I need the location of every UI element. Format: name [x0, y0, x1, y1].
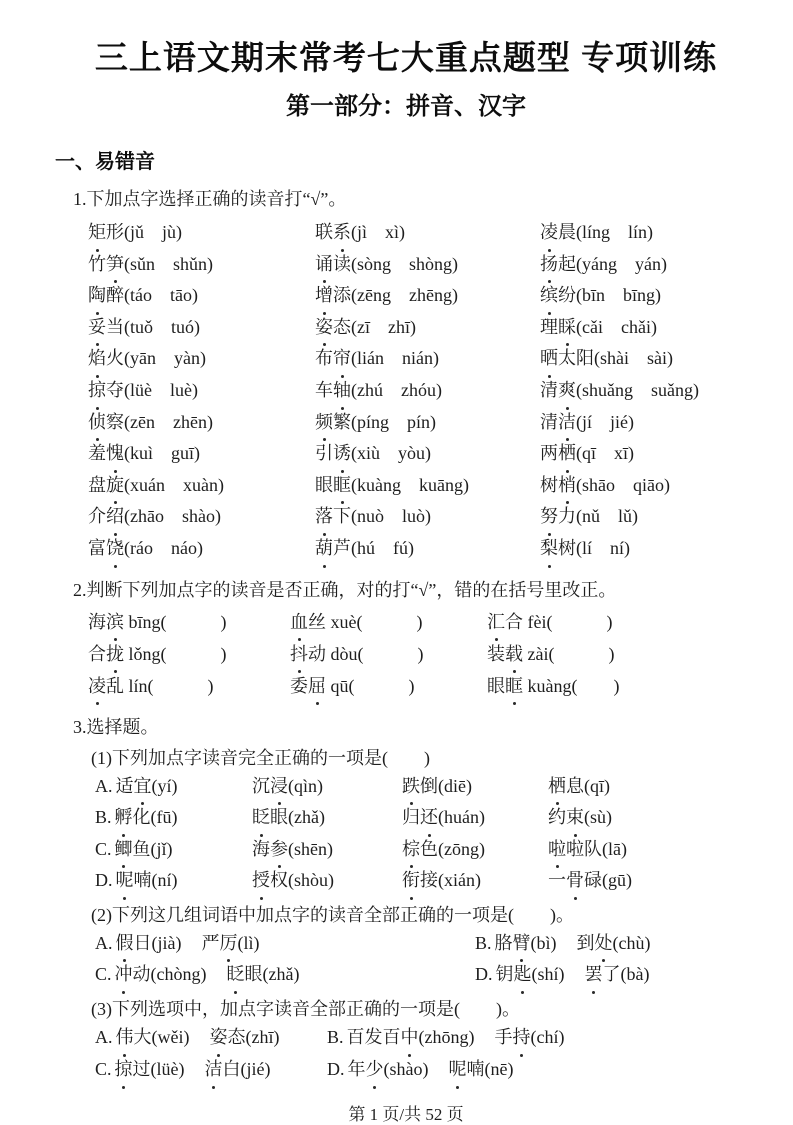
word-entry: 妥当(tuǒ tuó) [88, 312, 315, 344]
question-3-prompt: 3.选择题。 [73, 716, 159, 737]
word-entry: 扬起(yáng yán) [540, 249, 757, 281]
dotted-char: 血 [290, 606, 308, 638]
option-row [95, 959, 757, 991]
dotted-char: 匙 [514, 959, 532, 991]
option-label: C. [95, 838, 112, 859]
dotted-char: 呢 [448, 1054, 466, 1086]
question-2-prompt: 2.判断下列加点字的读音是否正确，对的打“√”，错的在括号里改正。 [73, 579, 617, 600]
part-subtitle: 第一部分：拼音、汉字 [286, 93, 526, 120]
word-entry: 清洁(jí jié) [540, 407, 757, 439]
dotted-char: 诱 [333, 438, 351, 470]
option-row [95, 1022, 757, 1054]
dotted-char: 愧 [106, 438, 124, 470]
dotted-char: 频 [315, 407, 333, 439]
dotted-char: 葫 [315, 533, 333, 565]
dotted-char: 呢 [116, 865, 134, 897]
word-entry: 介绍(zhāo shào) [88, 501, 315, 533]
option-item: 棕色(zōng) [402, 834, 548, 866]
option-label: D. [475, 964, 493, 985]
word-entry: 梨树(lí ní) [540, 533, 757, 565]
word-row [88, 343, 757, 375]
option-label: B. [475, 932, 492, 953]
dotted-char: 还 [420, 802, 438, 834]
option-item: 归还(huán) [402, 802, 548, 834]
word-entry: 矩形(jǔ jù) [88, 217, 315, 249]
option-label: B. [95, 807, 112, 828]
word-row [88, 533, 757, 565]
option-item: C. 鲫鱼(jǐ) [95, 834, 252, 866]
section-heading: 一、易错音 [55, 151, 155, 173]
word-entry: 陶醉(táo tāo) [88, 280, 315, 312]
dotted-char: 啦 [548, 834, 566, 866]
dotted-char: 罢 [585, 959, 603, 991]
option-group: D. 年少(shào) 呢喃(nē) [327, 1054, 757, 1086]
dotted-char: 束 [566, 802, 584, 834]
word-row [88, 280, 757, 312]
dotted-char: 骨 [566, 865, 584, 897]
dotted-char: 陶 [88, 280, 106, 312]
dotted-char: 眨 [252, 802, 270, 834]
dotted-char: 努 [540, 501, 558, 533]
dotted-char: 鲫 [115, 834, 133, 866]
dotted-char: 臂 [513, 928, 531, 960]
dotted-char: 增 [315, 280, 333, 312]
word-entry: 车轴(zhú zhóu) [315, 375, 540, 407]
option-item: 啦啦队(lā) [548, 834, 757, 866]
option-row [95, 834, 757, 866]
word-entry: 眼眶 kuàng( ) [487, 670, 757, 702]
word-entry: 两栖(qī xī) [540, 438, 757, 470]
word-row [88, 438, 757, 470]
option-label: C. [95, 1058, 112, 1079]
word-entry: 诵读(sòng shòng) [315, 249, 540, 281]
word-entry: 凌乱 lín( ) [88, 670, 290, 702]
word-entry: 联系(jì xì) [315, 217, 540, 249]
dotted-char: 处 [595, 928, 613, 960]
dotted-char: 宜 [134, 771, 152, 803]
word-entry: 清爽(shuǎng suǎng) [540, 375, 757, 407]
option-item: 授权(shòu) [252, 865, 402, 897]
option-item: D. 呢喃(ní) [95, 865, 252, 897]
dotted-char: 落 [315, 501, 333, 533]
word-entry: 努力(nǔ lǔ) [540, 501, 757, 533]
dotted-char: 梨 [540, 533, 558, 565]
word-entry: 血丝 xuè( ) [290, 606, 487, 638]
word-row [88, 217, 757, 249]
option-label: A. [95, 775, 113, 796]
option-item: 衔接(xián) [402, 865, 548, 897]
word-entry: 羞愧(kuì guī) [88, 438, 315, 470]
dotted-char: 浸 [270, 771, 288, 803]
word-entry: 抖动 dòu( ) [290, 638, 487, 670]
option-item: 跌倒(diē) [402, 771, 548, 803]
question-3-3-options [55, 1022, 757, 1086]
dotted-char: 屈 [308, 670, 326, 702]
dotted-char: 姿 [209, 1022, 227, 1054]
dotted-char: 眨 [227, 959, 245, 991]
option-group: C. 掠过(lüè) 洁白(jié) [95, 1054, 327, 1086]
question-2-word-grid [88, 606, 757, 702]
dotted-char: 洁 [205, 1054, 223, 1086]
dotted-char: 参 [270, 834, 288, 866]
dotted-char: 拢 [106, 638, 124, 670]
option-item: 眨眼(zhǎ) [252, 802, 402, 834]
dotted-char: 妥 [88, 312, 106, 344]
word-row [88, 606, 757, 638]
dotted-char: 衔 [402, 865, 420, 897]
dotted-char: 载 [505, 638, 523, 670]
dotted-char: 系 [333, 217, 351, 249]
option-label: D. [95, 870, 113, 891]
word-entry: 凌晨(líng lín) [540, 217, 757, 249]
dotted-char: 冲 [115, 959, 133, 991]
option-group: B. 百发百中(zhōng) 手持(chí) [327, 1022, 757, 1054]
dotted-char: 滨 [106, 606, 124, 638]
question-3-1-prompt: (1)下列加点字读音完全正确的一项是( ) [91, 747, 430, 768]
word-row [88, 312, 757, 344]
dotted-char: 绍 [106, 501, 124, 533]
dotted-char: 晒 [540, 343, 558, 375]
dotted-char: 孵 [115, 802, 133, 834]
word-entry: 缤纷(bīn bīng) [540, 280, 757, 312]
dotted-char: 姿 [315, 312, 333, 344]
word-entry: 葫芦(hú fú) [315, 533, 540, 565]
word-row [88, 407, 757, 439]
option-item: 约束(sù) [548, 802, 757, 834]
option-group: A. 伟大(wěi) 姿态(zhī) [95, 1022, 327, 1054]
dotted-char: 缤 [540, 280, 558, 312]
question-1-prompt: 1.下加点字选择正确的读音打“√”。 [73, 189, 347, 209]
page-number-indicator: 第 1 页/共 52 页 [348, 1104, 464, 1124]
dotted-char: 授 [252, 865, 270, 897]
dotted-char: 抖 [290, 638, 308, 670]
dotted-char: 帘 [333, 343, 351, 375]
dotted-char: 厉 [219, 928, 237, 960]
dotted-char: 洁 [558, 407, 576, 439]
option-group: D. 钥匙(shí) 罢了(bà) [475, 959, 757, 991]
dotted-char: 焰 [88, 343, 106, 375]
option-label: D. [327, 1058, 345, 1079]
word-entry: 海滨 bīng( ) [88, 606, 290, 638]
dotted-char: 旋 [106, 470, 124, 502]
dotted-char: 伟 [116, 1022, 134, 1054]
dotted-char: 栖 [548, 771, 566, 803]
word-entry: 布帘(lián nián) [315, 343, 540, 375]
dotted-char: 掠 [115, 1054, 133, 1086]
dotted-char: 眶 [333, 470, 351, 502]
word-entry: 晒太阳(shài sài) [540, 343, 757, 375]
option-row [95, 771, 757, 803]
word-entry: 树梢(shāo qiāo) [540, 470, 757, 502]
word-entry: 盘旋(xuán xuàn) [88, 470, 315, 502]
dotted-char: 笋 [106, 249, 124, 281]
option-row [95, 1054, 757, 1086]
dotted-char: 凌 [540, 217, 558, 249]
word-row [88, 670, 757, 702]
dotted-char: 轴 [333, 375, 351, 407]
word-entry: 眼眶(kuàng kuāng) [315, 470, 540, 502]
dotted-char: 饶 [106, 533, 124, 565]
dotted-char: 栖 [558, 438, 576, 470]
word-entry: 掠夺(lüè luè) [88, 375, 315, 407]
word-entry: 理睬(cǎi chǎi) [540, 312, 757, 344]
word-entry: 汇合 fèi( ) [487, 606, 757, 638]
page-title: 三上语文期末常考七大重点题型 专项训练 [94, 39, 718, 76]
dotted-char: 中 [401, 1022, 419, 1054]
dotted-char: 棕 [402, 834, 420, 866]
option-item: 海参(shēn) [252, 834, 402, 866]
word-entry: 焰火(yān yàn) [88, 343, 315, 375]
question-1-word-grid [88, 217, 757, 565]
option-item: 栖息(qī) [548, 771, 757, 803]
word-row [88, 501, 757, 533]
option-row [95, 865, 757, 897]
word-entry: 侦察(zēn zhēn) [88, 407, 315, 439]
word-row [88, 638, 757, 670]
dotted-char: 爽 [558, 375, 576, 407]
word-entry: 委屈 qū( ) [290, 670, 487, 702]
dotted-char: 少 [366, 1054, 384, 1086]
option-row [95, 802, 757, 834]
dotted-char: 眶 [505, 670, 523, 702]
word-row [88, 470, 757, 502]
option-row [95, 928, 757, 960]
option-label: A. [95, 1027, 113, 1048]
dotted-char: 跌 [402, 771, 420, 803]
question-3-2-prompt: (2)下列这几组词语中加点字的读音全部正确的一项是( )。 [91, 904, 574, 925]
dotted-char: 梢 [558, 470, 576, 502]
word-entry: 合拢 lǒng( ) [88, 638, 290, 670]
word-entry: 富饶(ráo náo) [88, 533, 315, 565]
question-3-3-prompt: (3)下列选项中，加点字读音全部正确的一项是( )。 [91, 999, 520, 1020]
dotted-char: 扬 [540, 249, 558, 281]
word-entry: 姿态(zī zhī) [315, 312, 540, 344]
option-label: B. [327, 1027, 344, 1048]
option-item: 一骨碌(gū) [548, 865, 757, 897]
question-3-1-options [55, 771, 757, 897]
word-row [88, 375, 757, 407]
dotted-char: 持 [513, 1022, 531, 1054]
word-entry: 增添(zēng zhēng) [315, 280, 540, 312]
option-group: B. 胳臂(bì) 到处(chù) [475, 928, 757, 960]
option-item: B. 孵化(fū) [95, 802, 252, 834]
option-label: A. [95, 932, 113, 953]
question-3-2-options [55, 928, 757, 992]
dotted-char: 睬 [558, 312, 576, 344]
option-item: A. 适宜(yí) [95, 771, 252, 803]
option-group: C. 冲动(chòng) 眨眼(zhǎ) [95, 959, 475, 991]
word-entry: 竹笋(sǔn shǔn) [88, 249, 315, 281]
dotted-char: 假 [116, 928, 134, 960]
dotted-char: 凌 [88, 670, 106, 702]
word-row [88, 249, 757, 281]
option-label: C. [95, 964, 112, 985]
dotted-char: 汇 [487, 606, 505, 638]
option-item: 沉浸(qìn) [252, 771, 402, 803]
word-entry: 引诱(xiù yòu) [315, 438, 540, 470]
dotted-char: 掠 [88, 375, 106, 407]
dotted-char: 侦 [88, 407, 106, 439]
dotted-char: 矩 [88, 217, 106, 249]
option-group: A. 假日(jià) 严厉(lì) [95, 928, 475, 960]
word-entry: 装载 zài( ) [487, 638, 757, 670]
word-entry: 频繁(píng pín) [315, 407, 540, 439]
word-entry: 落下(nuò luò) [315, 501, 540, 533]
dotted-char: 诵 [315, 249, 333, 281]
